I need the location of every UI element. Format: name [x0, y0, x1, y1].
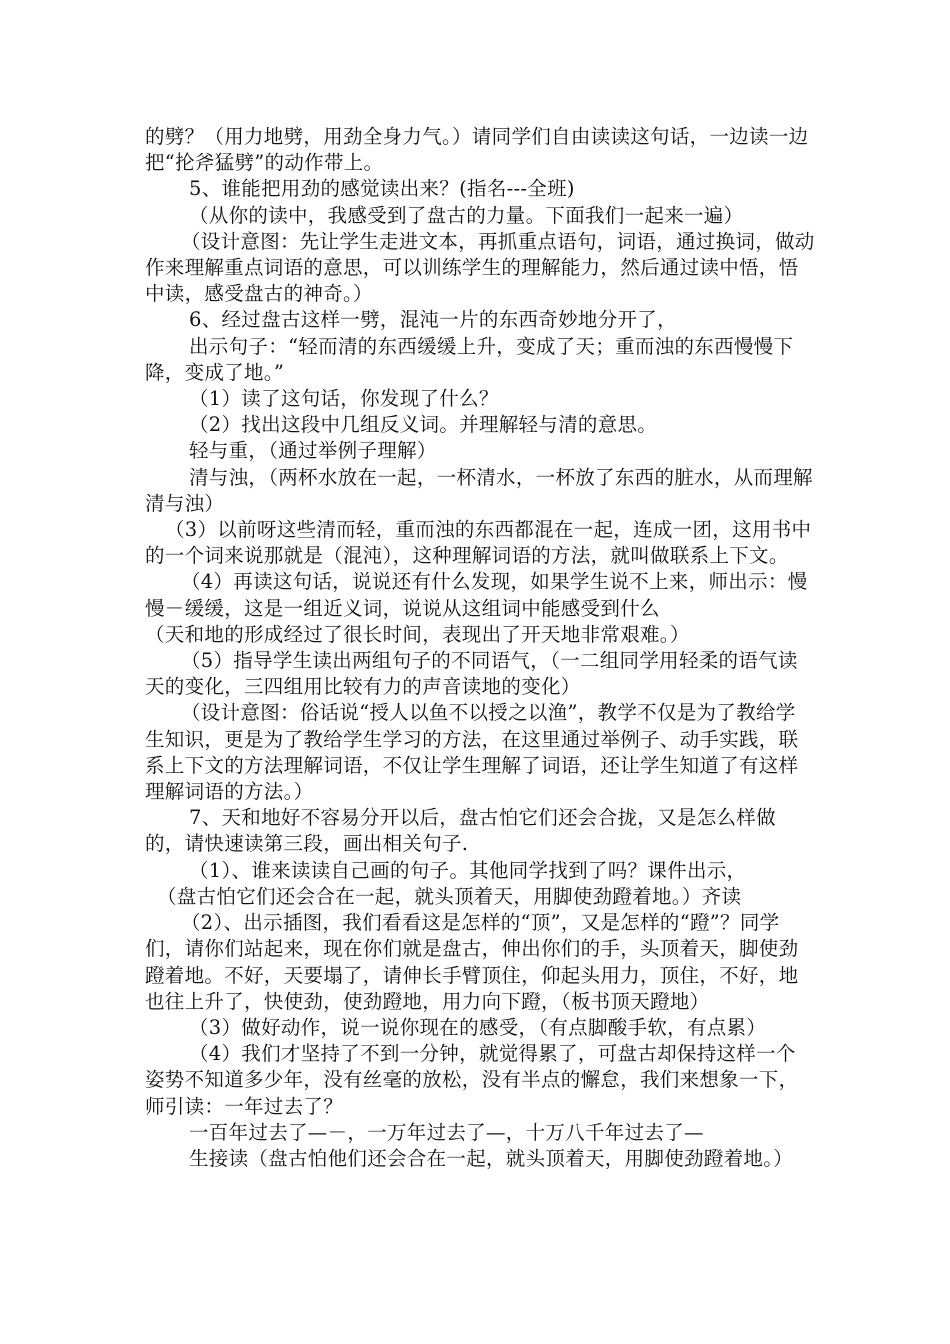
paragraph-17: （2）、出示插图，我们看看这是怎样的“顶”，又是怎样的“蹬”？同学们，请你们站起来，现在你们就是盘古，伸出你们的手，头顶着天，脚使劲蹬着地。不好，天要塌了，请伸长手臂顶住，仰起头用力，顶住，不好，地也往上升了，快使劲，使劲蹬地，用力向下蹬，（板书顶天蹬地）: [145, 911, 799, 1013]
paragraph-14: 7、天和地好不容易分开以后，盘古怕它们还会合拢，又是怎么样做的，请快速读第三段，画出相关句子.: [145, 806, 776, 856]
paragraph-10: （3）以前呀这些清而轻，重而浊的东西都混在一起，连成一团，这用书中的一个词来说那就是（混沌），这种理解词语的方法，就叫做联系上下文。: [145, 518, 812, 568]
paragraph-12: （天和地的形成经过了很长时间，表现出了开天地非常艰难。）: [145, 622, 690, 646]
document-body: [145, 124, 815, 1172]
paragraph-design-intent-1: （设计意图：先让学生走进文本，再抓重点语句，词语，通过换词，做动作来理解重点词语的意思，可以训练学生的理解能力，然后通过读中悟，悟中读，感受盘古的神奇。）: [145, 229, 815, 306]
paragraph-8: 轻与重，（通过举例子理解）: [189, 439, 437, 463]
paragraph-19: （4）我们才坚持了不到一分钟，就觉得累了，可盘古却保持这样一个姿势不知道多少年，没有丝毫的放松，没有半点的懈怠，我们来想象一下，师引读：一年过去了？: [145, 1042, 799, 1118]
paragraph-6: （1）读了这句话，你发现了什么？: [189, 387, 499, 411]
paragraph-21: 生接读（盘古怕他们还会合在一起，就头顶着天，用脚使劲蹬着地。）: [189, 1146, 794, 1170]
paragraph-1: 的劈？（用力地劈，用劲全身力气。）请同学们自由读读这句话，一边读一边把“抡斧猛劈”的动作带上。: [145, 125, 809, 175]
paragraph-15: （1）、谁来读读自己画的句子。其他同学找到了吗？课件出示，: [189, 858, 747, 882]
paragraph-3: （从你的读中，我感受到了盘古的力量。下面我们一起来一遍）: [189, 203, 744, 227]
paragraph-13: （5）指导学生读出两组句子的不同语气，（一二组同学用轻柔的语气读天的变化，三四组用比较有力的声音读地的变化）: [145, 649, 798, 699]
paragraph-18: （3）做好动作，说一说你现在的感受，（有点脚酸手软，有点累）: [189, 1015, 767, 1039]
paragraph-9: 清与浊，（两杯水放在一起，一杯清水，一杯放了东西的脏水，从而理解清与浊）: [145, 465, 813, 515]
paragraph-16: （盘古怕它们还会合在一起，就头顶着天，用脚使劲蹬着地。）齐读: [157, 884, 742, 908]
paragraph-7: （2）找出这段中几组反义词。并理解轻与清的意思。: [189, 413, 658, 437]
paragraph-20: 一百年过去了—－，一万年过去了—，十万八千年过去了—: [189, 1120, 704, 1144]
paragraph-2: 5、谁能把用劲的感觉读出来？(指名---全班): [189, 177, 575, 201]
paragraph-4: 6、经过盘古这样一劈，混沌一片的东西奇妙地分开了，: [189, 308, 677, 332]
paragraph-11: （4）再读这句话，说说还有什么发现，如果学生说不上来，师出示：慢慢－缓缓，这是一组近义词，说说从这组词中能感受到什么: [145, 570, 808, 620]
paragraph-5: 出示句子：“轻而清的东西缓缓上升，变成了天；重而浊的东西慢慢下降，变成了地。”: [145, 334, 794, 384]
paragraph-design-intent-2: （设计意图：俗话说“授人以鱼不以授之以渔”，教学不仅是为了教给学生知识，更是为了教给学生学习的方法，在这里通过举例子、动手实践，联系上下文的方法理解词语，不仅让学生理解了词语，还让学生知道了有这样理解词语的方法。）: [145, 701, 799, 804]
